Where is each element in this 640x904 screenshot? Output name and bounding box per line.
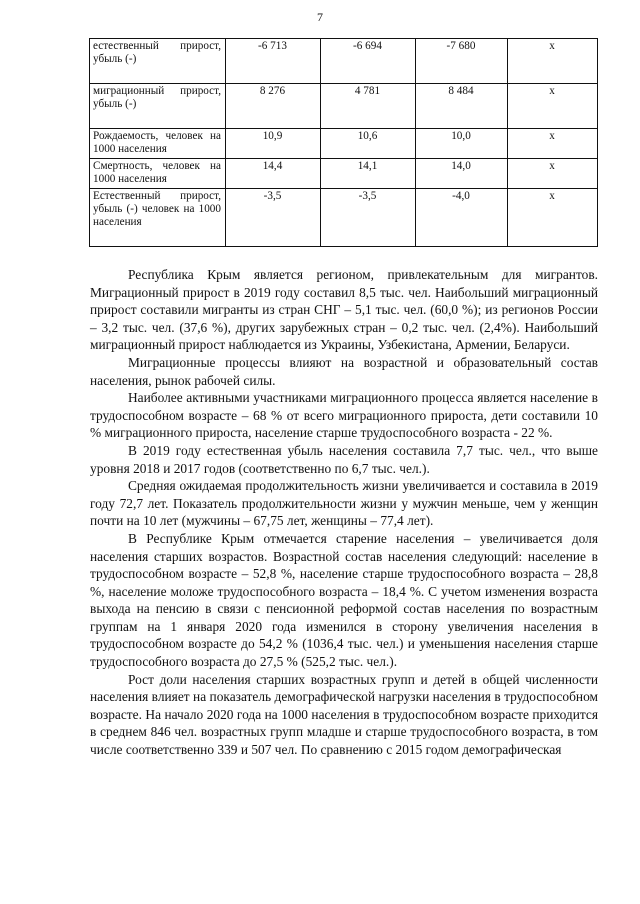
demographic-table xyxy=(89,38,598,247)
table-cell-mark: х xyxy=(508,159,598,189)
paragraph: Средняя ожидаемая продолжительность жизни увеличивается и составила в 2019 году 72,7 лет. Показатель продолжительности жизни у мужчин меньше, чем у женщин почти на 10 лет (мужчины – 67,75 лет, женщины – 77,4 лет). xyxy=(90,478,598,529)
table-row xyxy=(90,129,598,159)
table-cell: 4 781 xyxy=(321,84,416,129)
row-label: миграционный прирост, убыль (-) xyxy=(90,84,226,129)
table-cell-mark: х xyxy=(508,189,598,247)
table-cell: 14,1 xyxy=(321,159,416,189)
row-label: естественный прирост, убыль (-) xyxy=(90,39,226,84)
table-cell: 10,6 xyxy=(321,129,416,159)
paragraph: Наиболее активными участниками миграционного процесса является население в трудоспособном возрасте – 68 % от всего миграционного прироста, дети составили 10 % миграционного прироста, население старше трудоспособного возраста - 22 %. xyxy=(90,390,598,441)
row-label: Рождаемость, человек на 1000 населения xyxy=(90,129,226,159)
paragraph: В 2019 году естественная убыль населения составила 7,7 тыс. чел., что выше уровня 2018 и 2017 годов (соответственно по 6,7 тыс. чел.). xyxy=(90,442,598,476)
table-cell: -7 680 xyxy=(416,39,508,84)
table-cell: -3,5 xyxy=(321,189,416,247)
table-row xyxy=(90,84,598,129)
table-cell-mark: х xyxy=(508,39,598,84)
paragraph: Миграционные процессы влияют на возрастной и образовательный состав населения, рынок рабочей силы. xyxy=(90,354,598,388)
paragraph: В Республике Крым отмечается старение населения – увеличивается доля населения старших возрастов. Возрастной состав населения следующий: население в трудоспособном возрасте – 52,8 %, население старше трудоспособного возраста – 28,8 %, население моложе трудоспособного возраста – 18,4 %. С учетом изменения возраста выхода на пенсию в связи с пенсионной реформой состав населения по возрастным группам на 1 января 2020 года изменился в сторону увеличения населения в трудоспособном возрасте до 54,2 % (1036,4 тыс. чел.) и уменьшения населения старше трудоспособного возраста до 27,5 % (525,2 тыс. чел.). xyxy=(90,530,598,670)
table-cell: -3,5 xyxy=(226,189,321,247)
table-cell: -6 713 xyxy=(226,39,321,84)
table-cell: 14,4 xyxy=(226,159,321,189)
table-cell: 10,0 xyxy=(416,129,508,159)
page-number: 7 xyxy=(317,10,323,24)
table-cell-mark: х xyxy=(508,84,598,129)
table-row xyxy=(90,189,598,247)
table-cell-mark: х xyxy=(508,129,598,159)
row-label: Естественный прирост, убыль (-) человек на 1000 населения xyxy=(90,189,226,247)
table-cell: 14,0 xyxy=(416,159,508,189)
paragraph: Республика Крым является регионом, привлекательным для мигрантов. Миграционный прирост в 2019 году составил 8,5 тыс. чел. Наибольший миграционный прирост составили мигранты из стран СНГ – 5,1 тыс. чел. (60,0 %); из регионов России – 3,2 тыс. чел. (37,6 %), других зарубежных стран – 0,2 тыс. чел. (2,4%). Наибольший миграционный прирост наблюдается из Украины, Узбекистана, Армении, Беларуси. xyxy=(90,267,598,353)
row-label: Смертность, человек на 1000 населения xyxy=(90,159,226,189)
table-row xyxy=(90,39,598,84)
table-cell: -6 694 xyxy=(321,39,416,84)
paragraph: Рост доли населения старших возрастных групп и детей в общей численности населения влияет на показатель демографической нагрузки населения в трудоспособном возрасте. На начало 2020 года на 1000 населения в трудоспособном возрасте приходится в среднем 846 чел. возрастных групп младше и старше трудоспособного возраста, в том числе соответственно 339 и 507 чел. По сравнению с 2015 годом демографическая xyxy=(90,671,598,758)
table-cell: 8 276 xyxy=(226,84,321,129)
table-cell: -4,0 xyxy=(416,189,508,247)
table-row xyxy=(90,159,598,189)
table-cell: 8 484 xyxy=(416,84,508,129)
body-text xyxy=(90,266,598,759)
table-cell: 10,9 xyxy=(226,129,321,159)
